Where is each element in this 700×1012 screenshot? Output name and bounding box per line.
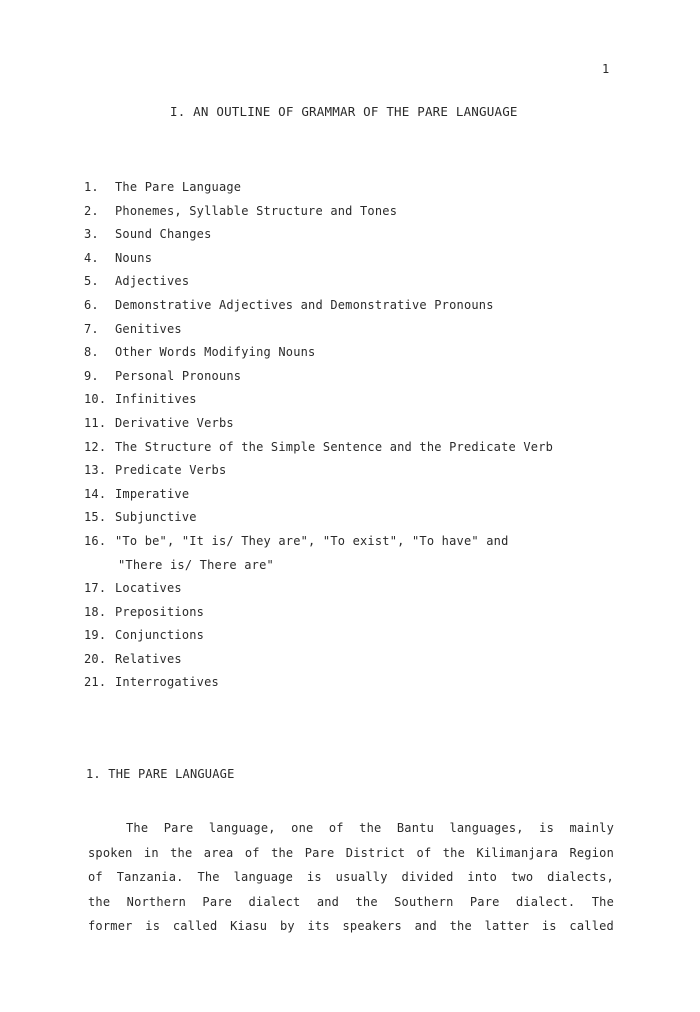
toc-item bbox=[84, 436, 553, 460]
toc-text: Sound Changes bbox=[115, 227, 212, 242]
toc-number: 13. bbox=[84, 463, 107, 478]
toc-number: 6. bbox=[84, 297, 99, 312]
paragraph-line: The Pare language, one of the Bantu languages, is mainly bbox=[126, 821, 614, 835]
toc-item bbox=[84, 601, 553, 625]
document-title: I. AN OUTLINE OF GRAMMAR OF THE PARE LANGUAGE bbox=[170, 104, 518, 119]
toc-number: 10. bbox=[84, 392, 107, 407]
toc-item bbox=[84, 624, 553, 648]
toc-text: Phonemes, Syllable Structure and Tones bbox=[115, 203, 398, 218]
toc-text: Demonstrative Adjectives and Demonstrative Pronouns bbox=[115, 297, 494, 312]
toc-item bbox=[84, 341, 553, 365]
toc-number: 2. bbox=[84, 203, 99, 218]
toc-number: 17. bbox=[84, 581, 107, 596]
toc-item bbox=[84, 483, 553, 507]
toc-text: Personal Pronouns bbox=[115, 368, 242, 383]
toc-text: Genitives bbox=[115, 321, 182, 336]
paragraph-line: former is called Kiasu by its speakers and the latter is called bbox=[88, 919, 614, 933]
toc-text: Subjunctive bbox=[115, 510, 197, 525]
page-number: 1 bbox=[602, 62, 610, 76]
toc-item bbox=[84, 388, 553, 412]
toc-item bbox=[84, 506, 553, 530]
toc-item bbox=[84, 648, 553, 672]
toc-text: Predicate Verbs bbox=[115, 463, 227, 478]
body-paragraph bbox=[88, 816, 614, 939]
toc-number: 7. bbox=[84, 321, 99, 336]
toc-number: 14. bbox=[84, 486, 107, 501]
toc-text: Interrogatives bbox=[115, 675, 219, 690]
paragraph-line: the Northern Pare dialect and the Southern Pare dialect. The bbox=[88, 894, 614, 909]
toc-text: Prepositions bbox=[115, 604, 205, 619]
paragraph-line: spoken in the area of the Pare District of the Kilimanjara Region bbox=[88, 845, 614, 860]
toc-text: Derivative Verbs bbox=[115, 415, 234, 430]
toc-number: 15. bbox=[84, 510, 107, 525]
toc-item bbox=[84, 200, 553, 224]
toc-number: 16. bbox=[84, 533, 107, 548]
toc-number: 5. bbox=[84, 274, 99, 289]
toc-number: 8. bbox=[84, 345, 99, 360]
toc-number: 18. bbox=[84, 604, 107, 619]
toc-text: Other Words Modifying Nouns bbox=[115, 345, 316, 360]
toc-item bbox=[84, 247, 553, 271]
toc-item bbox=[84, 671, 553, 695]
toc-item bbox=[84, 318, 553, 342]
toc-item bbox=[84, 412, 553, 436]
toc-number: 21. bbox=[84, 675, 107, 690]
toc-text: The Structure of the Simple Sentence and the Predicate Verb bbox=[115, 439, 554, 454]
toc-item bbox=[84, 530, 553, 554]
toc-text: Conjunctions bbox=[115, 628, 205, 643]
toc-text: Imperative bbox=[115, 486, 190, 501]
toc-number: 19. bbox=[84, 628, 107, 643]
toc-item bbox=[84, 365, 553, 389]
toc-text: Adjectives bbox=[115, 274, 190, 289]
toc-number: 3. bbox=[84, 227, 99, 242]
toc-item bbox=[84, 459, 553, 483]
toc-item bbox=[84, 270, 553, 294]
toc-number: 1. bbox=[84, 180, 99, 194]
toc-text: Infinitives bbox=[115, 392, 197, 407]
toc-text: Locatives bbox=[115, 581, 182, 596]
paragraph-line: of Tanzania. The language is usually divided into two dialects, bbox=[88, 870, 614, 884]
toc-text: Nouns bbox=[115, 250, 153, 265]
toc-number: 11. bbox=[84, 415, 107, 430]
toc-text: The Pare Language bbox=[115, 180, 242, 194]
toc-text: "To be", "It is/ They are", "To exist", "To have" and bbox=[115, 533, 509, 548]
table-of-contents bbox=[84, 176, 553, 695]
toc-item-continuation: "There is/ There are" bbox=[118, 557, 274, 572]
toc-item bbox=[84, 577, 553, 601]
toc-item bbox=[84, 176, 553, 200]
toc-item bbox=[84, 294, 553, 318]
toc-number: 12. bbox=[84, 439, 107, 454]
toc-number: 9. bbox=[84, 368, 99, 383]
toc-number: 4. bbox=[84, 250, 99, 265]
section-heading: 1. THE PARE LANGUAGE bbox=[86, 767, 235, 781]
toc-item bbox=[84, 223, 553, 247]
toc-number: 20. bbox=[84, 651, 107, 666]
toc-text: Relatives bbox=[115, 651, 182, 666]
